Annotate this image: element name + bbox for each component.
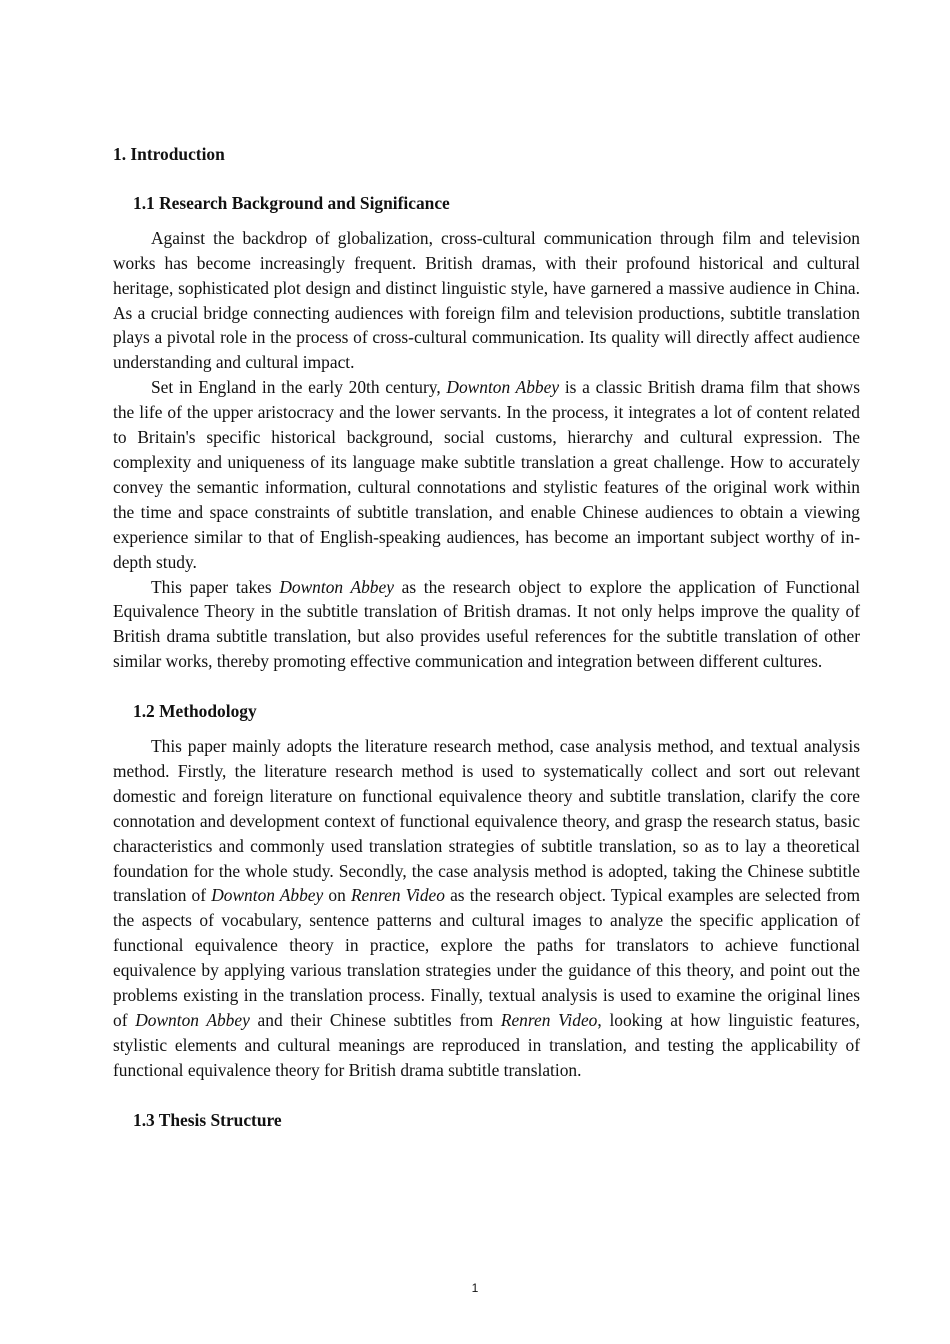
page-body <box>113 142 860 1143</box>
page-number: 1 <box>471 1281 479 1295</box>
italic-title: Downton Abbey <box>279 576 394 597</box>
italic-title: Renren Video <box>350 885 445 906</box>
paragraph: Against the backdrop of globalization, cross-cultural communication through film and television works has become increasingly frequent. British dramas, with their profound historical and cultural heritage, sophisticated plot design and distinct linguistic style, have garnered a massive audience in China. As a crucial bridge connecting audiences with foreign film and television productions, subtitle translation plays a pivotal role in the process of cross-cultural communication. Its quality will directly affect audience understanding and cultural impact. <box>113 227 860 373</box>
subsection-title: 1.1 Research Background and Significance <box>133 192 450 213</box>
italic-title: Downton Abbey <box>446 377 560 398</box>
italic-title: Renren Video <box>500 1010 598 1030</box>
paragraph: This paper takes Downton Abbey as the research object to explore the application of Functional Equivalence Theory in the subtitle translation of British dramas. It not only helps improve the quality of British drama subtitle translation, but also provides useful references for the subtitle translation of other similar works, thereby promoting effective communication and integration between different cultures. <box>113 576 860 672</box>
italic-title: Downton Abbey <box>135 1010 250 1030</box>
italic-title: Downton Abbey <box>211 885 324 906</box>
subsection-title: 1.2 Methodology <box>133 701 257 722</box>
subsection-title: 1.3 Thesis Structure <box>133 1109 282 1130</box>
paragraph: This paper mainly adopts the literature research method, case analysis method, and textual analysis method. Firstly, the literature research method is used to systematically collect and sort out relevant domestic and foreign literature on functional equivalence theory and subtitle translation, clarify the core connotation and development context of functional equivalence theory, and grasp the research status, basic characteristics and commonly used translation strategies of subtitle translation, so as to lay a theoretical foundation for the whole study. Secondly, the case analysis method is adopted, taking the Chinese subtitle translation of Downton Abbey on Renren Video as the research object. Typical examples are selected from the aspects of vocabulary, sentence patterns and cultural images to analyze the specific application of functional equivalence theory in practice, explore the paths for translators to achieve functional equivalence by applying various translation strategies under the guidance of this theory, and point out the problems existing in the translation process. Finally, textual analysis is used to examine the original lines of Downton Abbey and their Chinese subtitles from Renren Video, looking at how linguistic features, stylistic elements and cultural meanings are reproduced in translation, and testing the applicability of functional equivalence theory for British drama subtitle translation. <box>113 736 861 1080</box>
paragraph: Set in England in the early 20th century, Downton Abbey is a classic British drama film that shows the life of the upper aristocracy and the lower servants. In the process, it integrates a lot of content related to Britain's specific historical background, social customs, hierarchy and cultural expression. The complexity and uniqueness of its language make subtitle translation a great challenge. How to accurately convey the semantic information, cultural connotations and stylistic features of the original work within the time and space constraints of subtitle translation, and enable Chinese audiences to obtain a viewing experience similar to that of English-speaking audiences, has become an important subject worthy of in-depth study. <box>113 377 860 572</box>
section-title: 1. Introduction <box>113 144 225 164</box>
